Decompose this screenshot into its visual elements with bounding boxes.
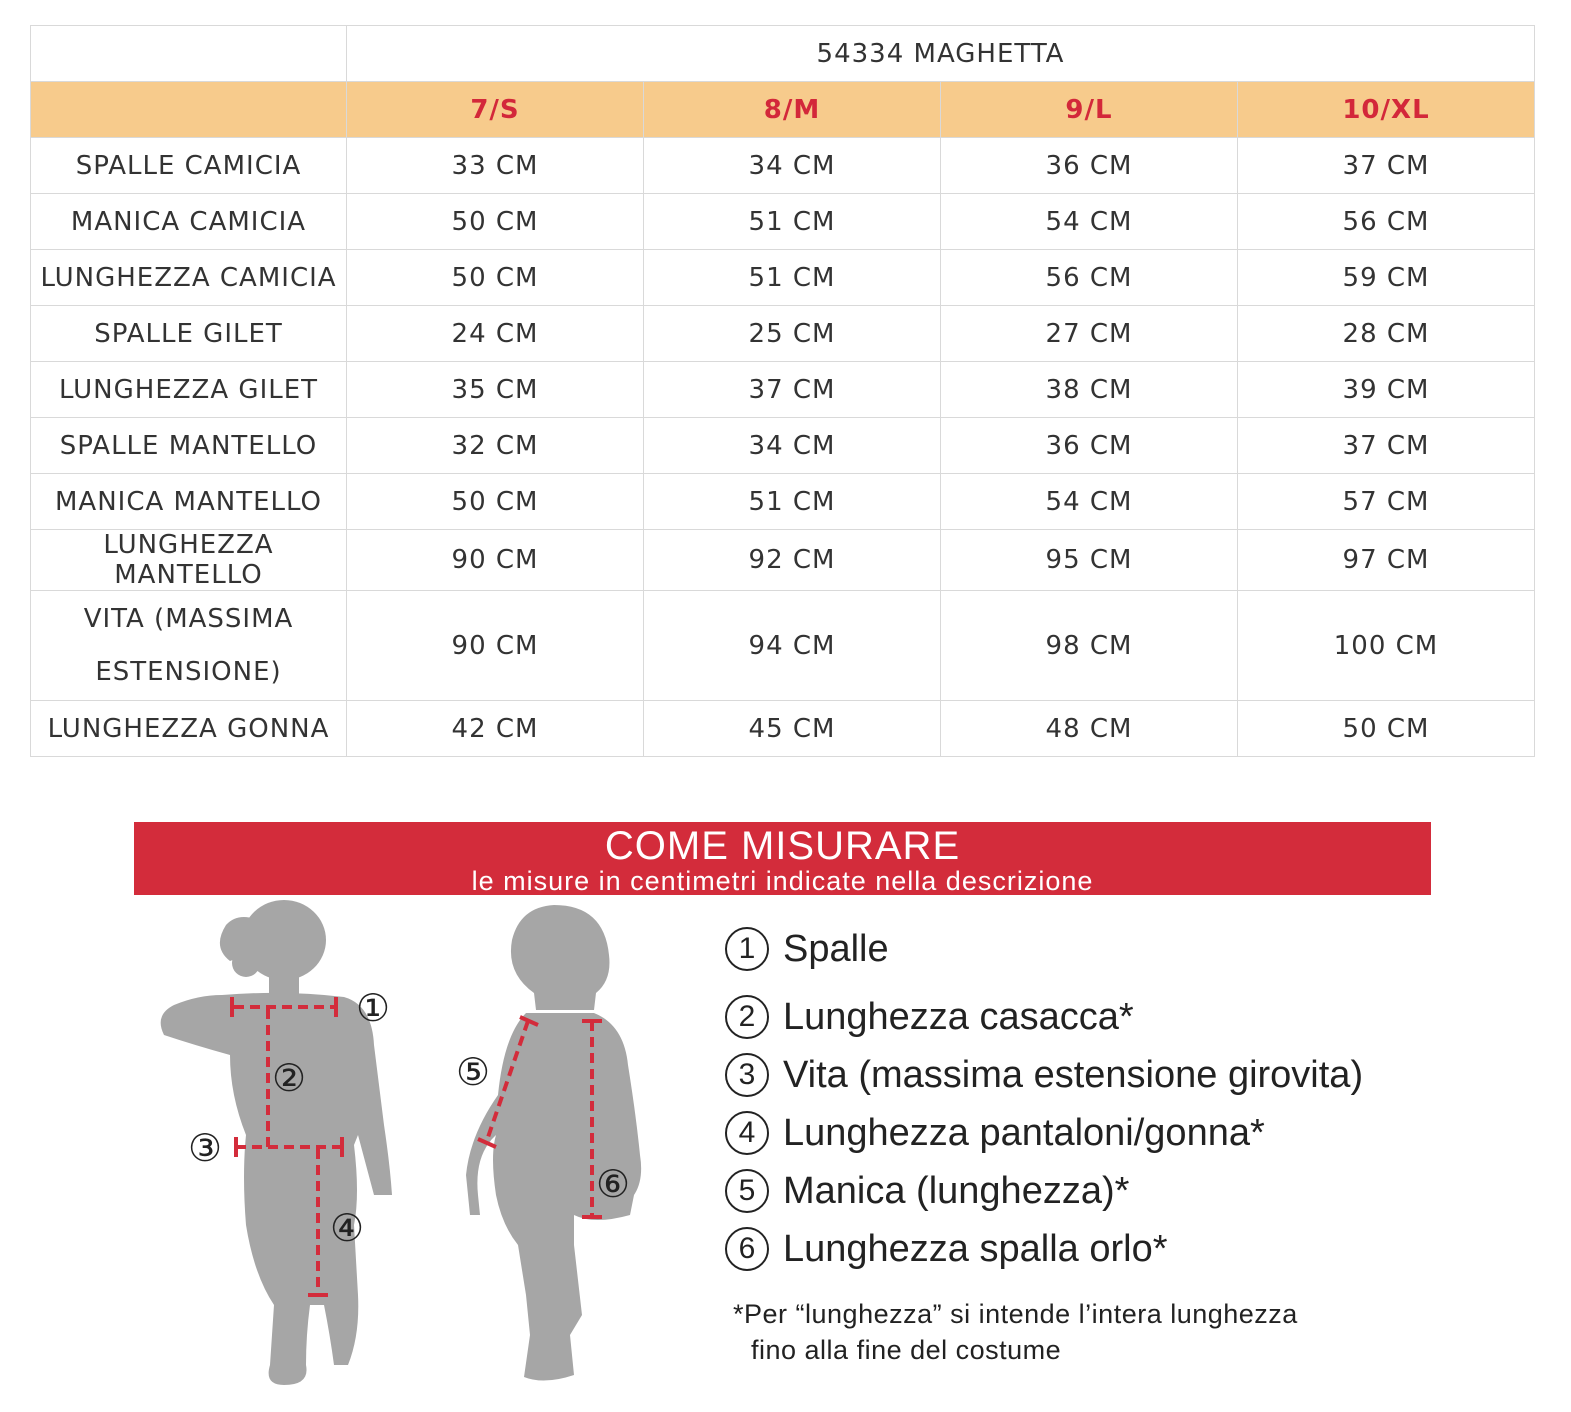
banner-title: COME MISURARE (604, 824, 961, 868)
table-cell: 34 CM (644, 418, 941, 474)
table-cell: 90 CM (347, 591, 644, 701)
legend-item (725, 988, 1485, 1046)
legend-item (725, 1104, 1485, 1162)
table-row (31, 194, 1535, 250)
row-label: SPALLE GILET (31, 306, 347, 362)
table-row (31, 530, 1535, 591)
corner-cell (31, 26, 347, 82)
table-cell: 33 CM (347, 138, 644, 194)
size-header: 7/S (347, 82, 644, 138)
table-cell: 50 CM (347, 474, 644, 530)
table-cell: 90 CM (347, 530, 644, 591)
measurement-illustration (134, 895, 694, 1405)
table-cell: 37 CM (1238, 138, 1535, 194)
table-cell: 37 CM (1238, 418, 1535, 474)
legend-item (725, 920, 1485, 978)
row-label: MANICA CAMICIA (31, 194, 347, 250)
table-cell: 27 CM (941, 306, 1238, 362)
length-footnote (733, 1296, 1453, 1368)
table-row (31, 418, 1535, 474)
table-cell: 51 CM (644, 194, 941, 250)
table-cell: 98 CM (941, 591, 1238, 701)
table-cell: 36 CM (941, 138, 1238, 194)
size-header: 8/M (644, 82, 941, 138)
footnote-line: fino alla fine del costume (751, 1335, 1062, 1365)
table-row (31, 362, 1535, 418)
child-side-silhouette (466, 905, 641, 1381)
table-cell: 95 CM (941, 530, 1238, 591)
table-cell: 100 CM (1238, 591, 1535, 701)
row-label-line: ESTENSIONE) (95, 656, 282, 687)
table-row (31, 138, 1535, 194)
row-label: LUNGHEZZA GONNA (31, 701, 347, 757)
legend-number: 1 (725, 927, 769, 971)
marker-4: ④ (330, 1206, 365, 1250)
table-row (31, 701, 1535, 757)
table-cell: 28 CM (1238, 306, 1535, 362)
table-row (31, 474, 1535, 530)
table-row (31, 306, 1535, 362)
table-cell: 50 CM (347, 194, 644, 250)
legend-label: Manica (lunghezza)* (783, 1169, 1130, 1212)
row-label-line: VITA (MASSIMA (83, 603, 294, 634)
banner-subtitle: le misure in centimetri indicate nella descrizione (471, 866, 1094, 896)
legend-label: Spalle (783, 927, 889, 970)
table-cell: 38 CM (941, 362, 1238, 418)
table-cell: 37 CM (644, 362, 941, 418)
table-row (31, 591, 1535, 701)
table-cell: 39 CM (1238, 362, 1535, 418)
table-cell: 50 CM (347, 250, 644, 306)
row-label: LUNGHEZZA GILET (31, 362, 347, 418)
size-header-row (31, 82, 1535, 138)
table-cell: 56 CM (941, 250, 1238, 306)
legend-number: 6 (725, 1227, 769, 1271)
table-cell: 32 CM (347, 418, 644, 474)
footnote-line: *Per “lunghezza” si intende l’intera lunghezza (733, 1299, 1298, 1329)
measurement-legend (725, 920, 1485, 1278)
table-cell: 94 CM (644, 591, 941, 701)
table-cell: 35 CM (347, 362, 644, 418)
legend-item (725, 1046, 1485, 1104)
table-cell: 92 CM (644, 530, 941, 591)
table-cell: 51 CM (644, 250, 941, 306)
marker-6: ⑥ (596, 1162, 631, 1206)
row-label: MANICA MANTELLO (31, 474, 347, 530)
how-to-measure-banner (134, 822, 1431, 895)
marker-5: ⑤ (456, 1050, 491, 1094)
legend-label: Lunghezza casacca* (783, 995, 1134, 1038)
table-cell: 48 CM (941, 701, 1238, 757)
row-label: LUNGHEZZA MANTELLO (31, 530, 347, 591)
marker-1: ① (356, 986, 391, 1030)
table-cell: 45 CM (644, 701, 941, 757)
table-cell: 56 CM (1238, 194, 1535, 250)
table-cell: 36 CM (941, 418, 1238, 474)
table-cell: 54 CM (941, 474, 1238, 530)
marker-3: ③ (188, 1126, 223, 1170)
legend-number: 2 (725, 995, 769, 1039)
table-cell: 97 CM (1238, 530, 1535, 591)
table-row (31, 250, 1535, 306)
legend-item (725, 1220, 1485, 1278)
row-label: SPALLE MANTELLO (31, 418, 347, 474)
size-table (30, 25, 1535, 757)
legend-item (725, 1162, 1485, 1220)
legend-number: 5 (725, 1169, 769, 1213)
table-cell: 25 CM (644, 306, 941, 362)
row-label: SPALLE CAMICIA (31, 138, 347, 194)
legend-number: 3 (725, 1053, 769, 1097)
legend-label: Lunghezza spalla orlo* (783, 1227, 1168, 1270)
table-cell: 50 CM (1238, 701, 1535, 757)
marker-2: ② (272, 1056, 307, 1100)
legend-number: 4 (725, 1111, 769, 1155)
row-label (31, 591, 347, 701)
table-cell: 24 CM (347, 306, 644, 362)
table-cell: 51 CM (644, 474, 941, 530)
row-label: LUNGHEZZA CAMICIA (31, 250, 347, 306)
size-header: 10/XL (1238, 82, 1535, 138)
legend-label: Lunghezza pantaloni/gonna* (783, 1111, 1265, 1154)
table-cell: 54 CM (941, 194, 1238, 250)
table-cell: 59 CM (1238, 250, 1535, 306)
size-header-corner (31, 82, 347, 138)
size-header: 9/L (941, 82, 1238, 138)
table-cell: 42 CM (347, 701, 644, 757)
table-cell: 57 CM (1238, 474, 1535, 530)
table-title: 54334 MAGHETTA (347, 26, 1535, 82)
table-cell: 34 CM (644, 138, 941, 194)
table-title-row (31, 26, 1535, 82)
legend-label: Vita (massima estensione girovita) (783, 1053, 1364, 1096)
